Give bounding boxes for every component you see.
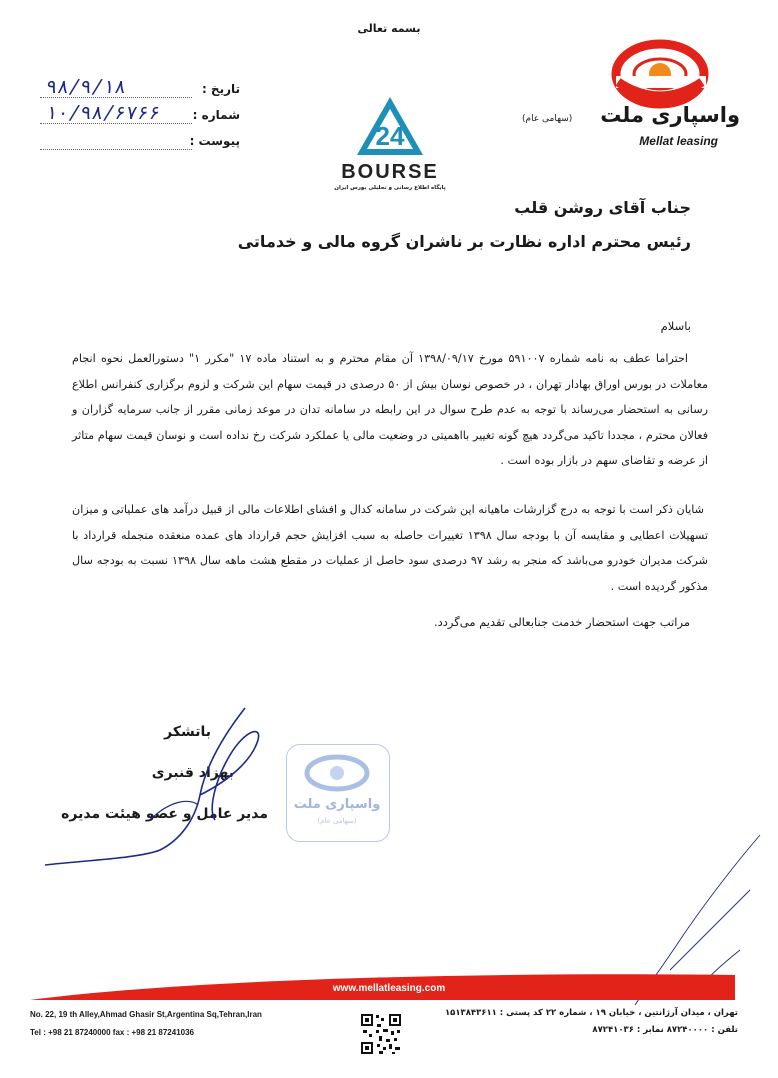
regards: باتشکر — [164, 724, 211, 740]
bourse-logo — [330, 95, 450, 191]
number-label: شماره : — [192, 108, 240, 122]
body-paragraph-1: احتراما عطف به نامه شماره ۵۹۱۰۰۷ مورخ ۱۳۹۸/۰۹/۱۷ آن مقام محترم و به استناد ماده ۱۷ "مکرر ۱" دستورالعمل نحوه انجام معاملات در بورس اوراق بهادار تهران ، در خصوص نوسان بیش از ۵۰ درصدی در قیمت سهام این شرکت و لزوم برگزاری کنفرانس اطلاع رسانی به استحضار می‌رساند با توجه به عدم طرح سوال در این رابطه در سامانه تدان در موعد زمانی مقرر از جانب سرمایه گزاران و فعالان محترم ، مجددا تاکید می‌گردد هیچ گونه تغییر بااهمیتی در وضعیت مالی یا عملکرد شرکت رخ نداده است و نوسان قیمت سهام متاثر از عرضه و تقاضای سهم در بازار بوده است . — [72, 352, 708, 468]
bismillah-heading: بسمه تعالی — [357, 22, 421, 35]
address-en: No. 22, 19 th Alley,Ahmad Ghasir St,Argentina Sq,Tehran,Iran — [30, 1010, 262, 1019]
stamp-logo-icon — [287, 745, 387, 795]
qr-code-icon — [359, 1012, 403, 1056]
company-name-en: Mellat leasing — [639, 134, 718, 148]
stamp-type: (سهامی عام) — [317, 817, 357, 825]
company-type-fa: (سهامی عام) — [522, 114, 573, 124]
recipient-title: رئیس محترم اداره نظارت بر ناشران گروه مالی و خدماتی — [237, 232, 691, 251]
number-value: ۱۰/۹۸/۶۷۶۶ — [44, 102, 162, 124]
body-paragraph-2: شایان ذکر است با توجه به درج گزارشات ماهیانه این شرکت در سامانه کدال و افشای اطلاعات مالی از قبیل درآمد های عملیاتی و میزان تسهیلات اعطایی و مقایسه آن با بودجه سال ۱۳۹۸ تغییرات حاصله به سبب افزایش حجم قرارداد های عمده منعقده منجمله قرارداد با شرکت مدیران خودرو می‌باشد که منجر به رشد ۹۷ درصدی سود حاصل از عملیات در مقطع هشت ماهه سال ۱۳۹۸ نسبت به بودجه سال مذکور گردیده است . — [72, 503, 709, 593]
attachment-row — [40, 132, 240, 154]
signer-title: مدیر عامل و عضو هیئت مدیره — [61, 806, 268, 822]
number-row — [40, 102, 240, 128]
date-row — [40, 76, 240, 102]
signature-icon — [30, 700, 270, 870]
recipient-name: جناب آقای روشن قلب — [514, 198, 691, 217]
bourse-word: BOURSE — [341, 161, 439, 183]
closing-line: مراتب جهت استحضار خدمت جنابعالی تقدیم می‌گردد. — [434, 615, 690, 629]
svg-text:24: 24 — [375, 121, 405, 151]
date-value: ۹۸/۹/۱۸ — [44, 76, 128, 98]
attachment-line — [40, 149, 192, 150]
phones-en: Tel : +98 21 87240000 fax : +98 21 87241036 — [30, 1028, 194, 1037]
signer-name: بهزاد قنبری — [151, 765, 234, 781]
date-label: تاریخ : — [201, 82, 240, 96]
address-fa: تهران ، میدان آرژانتین ، خیابان ۱۹ ، شماره ۲۲ کد پستی : ۱۵۱۳۸۴۳۶۱۱ — [444, 1008, 738, 1018]
company-stamp — [286, 744, 390, 842]
company-name-fa: واسپاری ملت — [600, 103, 740, 127]
stamp-name: واسپاری ملت — [293, 797, 381, 812]
bourse-subtitle: پایگاه اطلاع رسانی و تحلیلی بورس ایران — [334, 185, 446, 191]
bourse-triangle-icon — [355, 95, 425, 157]
phones-fa: تلفن : ۸۷۲۴۰۰۰۰ نمابر : ۸۷۲۴۱۰۳۶ — [592, 1025, 738, 1035]
website-link[interactable]: www.mellatleasing.com — [332, 983, 446, 994]
greeting: باسلام — [660, 319, 691, 333]
attachment-label: پیوست : — [189, 134, 240, 148]
